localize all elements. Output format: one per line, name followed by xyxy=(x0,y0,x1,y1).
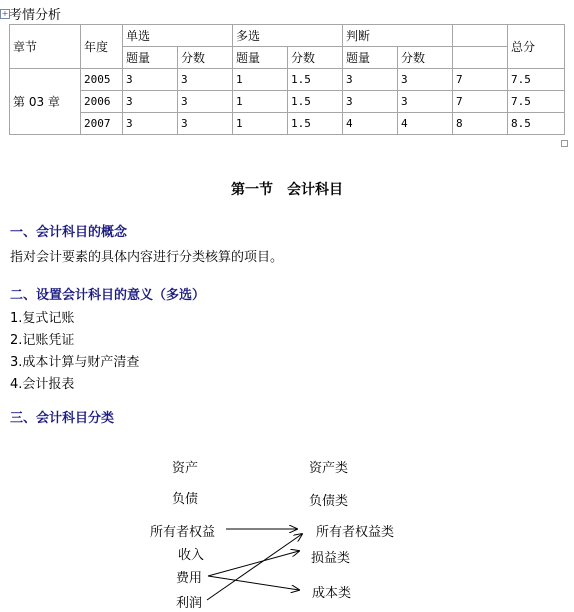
diagram-arrows xyxy=(0,440,574,612)
concept-text: 指对会计要素的具体内容进行分类核算的项目。 xyxy=(10,250,284,265)
significance-list xyxy=(10,308,139,396)
table-cell: 3 xyxy=(398,69,453,91)
table-row xyxy=(10,69,565,91)
element-owner-equity: 所有者权益 xyxy=(150,525,216,540)
element-asset: 资产 xyxy=(172,461,199,476)
year-cell: 2005 xyxy=(81,69,123,91)
table-cell: 1.5 xyxy=(288,69,343,91)
heading-classification: 三、会计科目分类 xyxy=(10,411,115,426)
category-profit-loss: 损益类 xyxy=(311,551,351,566)
list-item: 4.会计报表 xyxy=(10,377,75,392)
table-cell: 3 xyxy=(178,91,233,113)
account-classification-diagram xyxy=(0,440,574,612)
group-header-blank xyxy=(453,25,508,47)
table-cell: 7 xyxy=(453,69,508,91)
list-item: 1.复式记账 xyxy=(10,311,75,326)
table-cell: 3 xyxy=(343,69,398,91)
category-asset: 资产类 xyxy=(309,461,349,476)
chapter-cell: 第 03 章 xyxy=(10,69,81,135)
arrow-profit-to-equity-category xyxy=(207,534,302,600)
table-resize-handle[interactable] xyxy=(561,140,568,147)
table-cell: 3 xyxy=(178,113,233,135)
table-cell: 3 xyxy=(398,91,453,113)
table-cell: 1.5 xyxy=(288,91,343,113)
table-cell: 3 xyxy=(123,69,178,91)
table-cell: 4 xyxy=(398,113,453,135)
table-move-handle-icon[interactable]: + xyxy=(1,9,9,18)
element-income: 收入 xyxy=(178,548,205,563)
group-header-judge: 判断 xyxy=(343,25,453,47)
sub-header xyxy=(453,47,508,69)
exam-analysis-table xyxy=(9,24,565,135)
list-item: 2.记账凭证 xyxy=(10,333,75,348)
chapter-header: 章节 xyxy=(10,25,81,69)
category-liability: 负债类 xyxy=(309,494,349,509)
sub-header: 分数 xyxy=(288,47,343,69)
sub-header: 分数 xyxy=(398,47,453,69)
table-cell: 7 xyxy=(453,91,508,113)
table-cell: 4 xyxy=(343,113,398,135)
element-expense: 费用 xyxy=(176,571,203,586)
table-cell: 1 xyxy=(233,113,288,135)
element-liability: 负债 xyxy=(172,492,199,507)
table-cell: 3 xyxy=(123,91,178,113)
total-cell: 7.5 xyxy=(508,91,565,113)
year-cell: 2006 xyxy=(81,91,123,113)
sub-header: 题量 xyxy=(123,47,178,69)
table-cell: 3 xyxy=(343,91,398,113)
sub-header: 题量 xyxy=(233,47,288,69)
total-cell: 8.5 xyxy=(508,113,565,135)
table-cell: 1 xyxy=(233,69,288,91)
element-profit: 利润 xyxy=(176,596,203,611)
table-row xyxy=(10,91,565,113)
list-item: 3.成本计算与财产清查 xyxy=(10,355,140,370)
table-cell: 8 xyxy=(453,113,508,135)
arrow-expense-to-cost xyxy=(208,576,299,590)
heading-significance: 二、设置会计科目的意义（多选） xyxy=(10,288,206,303)
group-header-single: 单选 xyxy=(123,25,233,47)
table-cell: 1 xyxy=(233,91,288,113)
table-row xyxy=(10,113,565,135)
heading-concept: 一、会计科目的概念 xyxy=(10,225,128,240)
total-header: 总分 xyxy=(508,25,565,69)
group-header-multi: 多选 xyxy=(233,25,343,47)
year-header: 年度 xyxy=(81,25,123,69)
arrow-expense-to-profit-loss xyxy=(208,551,299,576)
table-cell: 3 xyxy=(123,113,178,135)
table-caption: 考情分析 xyxy=(9,8,62,23)
sub-header: 分数 xyxy=(178,47,233,69)
category-cost: 成本类 xyxy=(312,586,352,601)
section-title: 第一节 会计科目 xyxy=(231,182,343,198)
table-cell: 1.5 xyxy=(288,113,343,135)
category-owner-equity: 所有者权益类 xyxy=(316,525,395,540)
total-cell: 7.5 xyxy=(508,69,565,91)
sub-header: 题量 xyxy=(343,47,398,69)
table-cell: 3 xyxy=(178,69,233,91)
year-cell: 2007 xyxy=(81,113,123,135)
